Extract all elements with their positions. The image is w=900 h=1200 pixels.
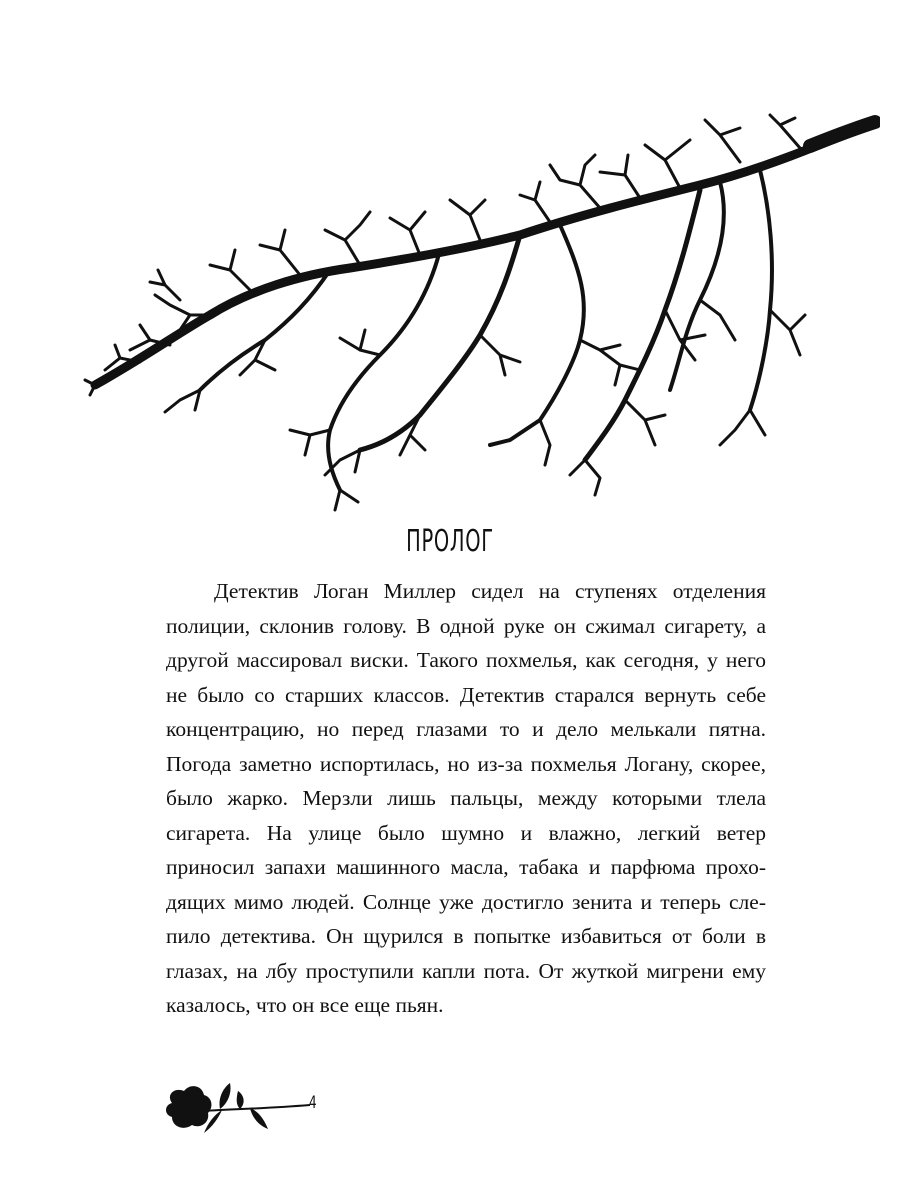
tree-branch-illustration (80, 100, 880, 530)
body-paragraph: Детектив Логан Миллер сидел на ступенях отделения полиции, склонив голову. В одной руке он сжимал сигарету, а другой массировал виски. Такого похмелья, как сегодня, у него не было со старших классов. Детектив старался вернуть себе концентрацию, но перед глазами то и дело мелькали пятна. Погода заметно испортилась, но из-за похмелья Логану, скорее, было жарко. Мерзли лишь пальцы, между которыми тлела сигарета. На улице было шумно и влажно, легкий ветер приносил запахи машинного масла, табака и парфюма проходящих мимо людей. Солнце уже достигло зенита и теперь слепило детектива. Он щурился в попытке избавиться от боли в глазах, на лбу проступили капли пота. От жуткой мигрени ему казалось, что он все еще пьян. (166, 579, 766, 1017)
rose-icon (160, 1075, 310, 1145)
page-number: 4 (309, 1093, 317, 1113)
chapter-title: ПРОЛОГ (406, 524, 494, 559)
page-footer (160, 1075, 330, 1145)
